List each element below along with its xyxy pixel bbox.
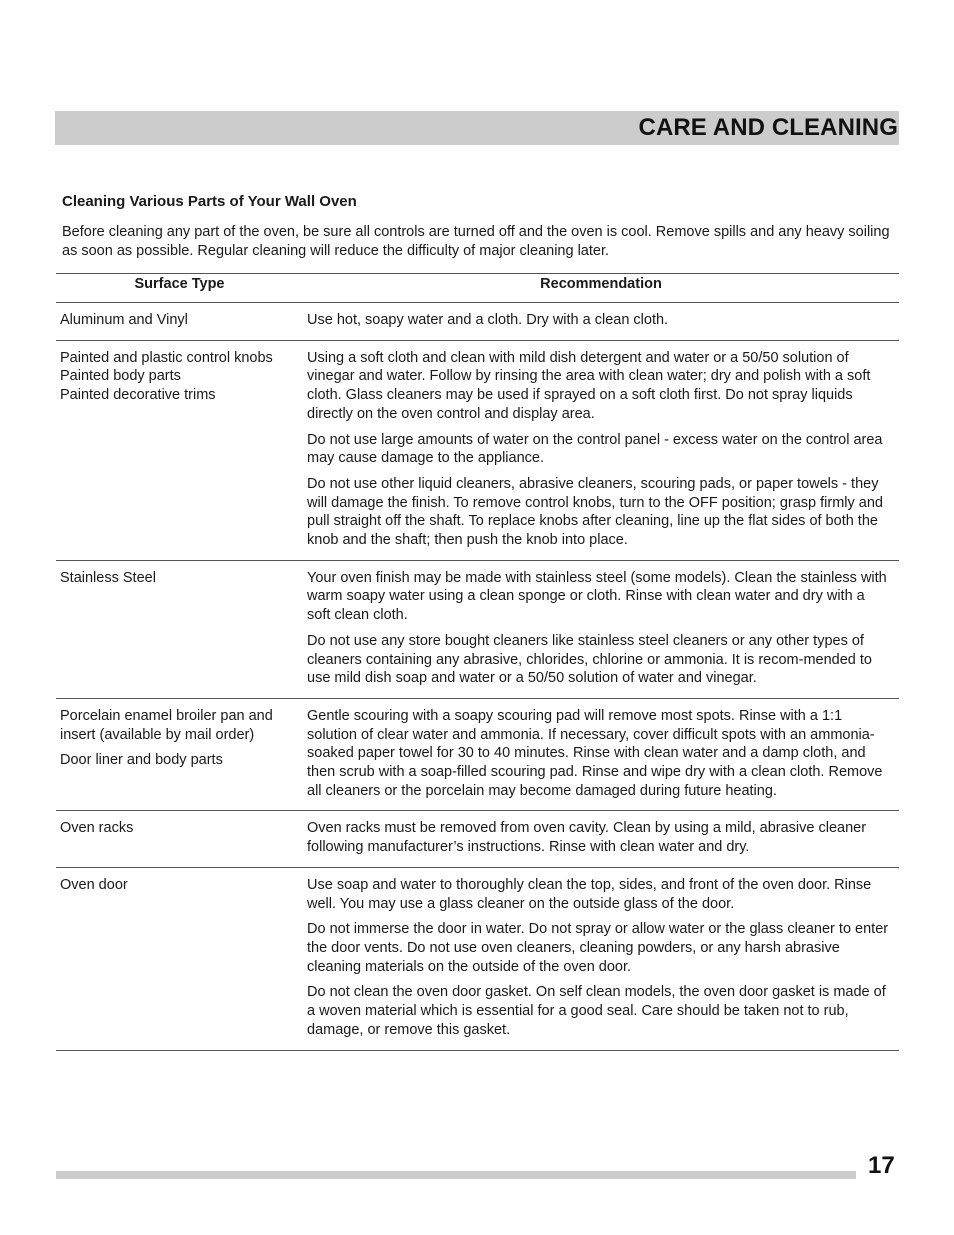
section-header-band (55, 111, 899, 145)
recommendation-text: Do not clean the oven door gasket. On self clean models, the oven door gasket is made of a woven material which is essential for a good seal. Care should be taken not to rub, damage, or remove this gasket. (307, 984, 886, 1038)
surface-cell (56, 811, 303, 867)
surface-label: Porcelain enamel broiler pan and insert (available by mail order) (60, 707, 273, 743)
table-row (56, 867, 899, 1050)
surface-label: Door liner and body parts (60, 752, 223, 769)
surface-label: Painted and plastic control knobs (60, 349, 273, 366)
surface-type-header: Surface Type (56, 274, 303, 303)
cleaning-table (56, 273, 899, 1051)
intro-paragraph: Before cleaning any part of the oven, be sure all controls are turned off and the oven is cool. Remove spills and any heavy soiling as soon as possible. Regular cleaning will reduce the difficulty of major cleaning later. (62, 224, 890, 259)
recommendation-cell (303, 303, 899, 341)
surface-label: Aluminum and Vinyl (60, 312, 188, 328)
recommendation-text: Do not use any store bought cleaners like stainless steel cleaners or any other types of cleaners containing any abrasive, chlorides, chlorine or ammonia. It is recom-mended to use mild dish soap and water or a 50/50 solution of water and vinegar. (307, 632, 872, 687)
recommendation-text: Do not use large amounts of water on the control panel - excess water on the control area may cause damage to the appliance. (307, 431, 883, 467)
surface-cell (56, 303, 303, 341)
recommendation-cell (303, 811, 899, 867)
surface-cell (56, 867, 303, 1050)
surface-cell (56, 560, 303, 698)
recommendation-text: Do not immerse the door in water. Do not spray or allow water or the glass cleaner to enter the door vents. Do not use oven cleaners, cleaning powders, or any harsh abrasive cleaning materials on the outside of the oven door. (307, 921, 889, 975)
recommendation-cell (303, 560, 899, 698)
recommendation-text: Your oven finish may be made with stainless steel (some models). Clean the stainless with warm soapy water using a clean sponge or cloth. Rinse with clean water and dry with a soft clean cloth. (307, 569, 887, 624)
recommendation-text: Use soap and water to thoroughly clean the top, sides, and front of the oven door. Rinse well. You may use a glass cleaner on the outside glass of the door. (307, 876, 872, 912)
table-row (56, 698, 899, 811)
recommendation-text: Do not use other liquid cleaners, abrasive cleaners, scouring pads, or paper towels - they will damage the finish. To remove control knobs, turn to the OFF position; grasp firmly and pull straight off the shaft. To replace knobs after cleaning, line up the flat sides of both the knob and the shaft; then push the knob into place. (307, 475, 883, 549)
table-row (56, 340, 899, 560)
surface-label: Oven door (60, 876, 128, 893)
surface-cell (56, 340, 303, 560)
surface-label: Painted body parts (60, 368, 181, 385)
surface-cell (56, 698, 303, 811)
table-row (56, 811, 899, 867)
recommendation-text: Use hot, soapy water and a cloth. Dry with a clean cloth. (307, 312, 669, 328)
subheading: Cleaning Various Parts of Your Wall Oven (62, 193, 357, 210)
surface-label: Oven racks (60, 820, 134, 837)
table-row (56, 303, 899, 341)
recommendation-header: Recommendation (303, 274, 899, 303)
footer-bar (56, 1171, 856, 1179)
surface-label: Stainless Steel (60, 569, 156, 586)
table-row (56, 560, 899, 698)
recommendation-cell (303, 698, 899, 811)
page-number: 17 (868, 1152, 895, 1179)
recommendation-cell (303, 340, 899, 560)
spacer (60, 744, 299, 751)
surface-label: Painted decorative trims (60, 387, 216, 404)
recommendation-text: Gentle scouring with a soapy scouring pad will remove most spots. Rinse with a 1:1 solution of clear water and ammonia. If necessary, cover difficult spots with an ammonia-soaked paper towel for 30 to 40 minutes. Rinse with clean water and a damp cloth, and then scrub with a soap-filled scouring pad. Rinse and wipe dry with a clean cloth. Remove all cleaners or the porcelain may become damaged during future heating. (307, 707, 883, 799)
recommendation-text: Using a soft cloth and clean with mild dish detergent and water or a 50/50 solution of vinegar and water. Follow by rinsing the area with clean water; dry and polish with a soft cloth. Glass cleaners may be used if sprayed on a soft cloth first. Do not spray liquids directly on the oven control and display area. (307, 349, 871, 422)
section-title: CARE AND CLEANING (638, 114, 898, 141)
recommendation-text: Oven racks must be removed from oven cavity. Clean by using a mild, abrasive cleaner following manufacturer’s instructions. Rinse with clean water and dry. (307, 820, 867, 856)
recommendation-cell (303, 867, 899, 1050)
table-header-row (56, 274, 899, 303)
